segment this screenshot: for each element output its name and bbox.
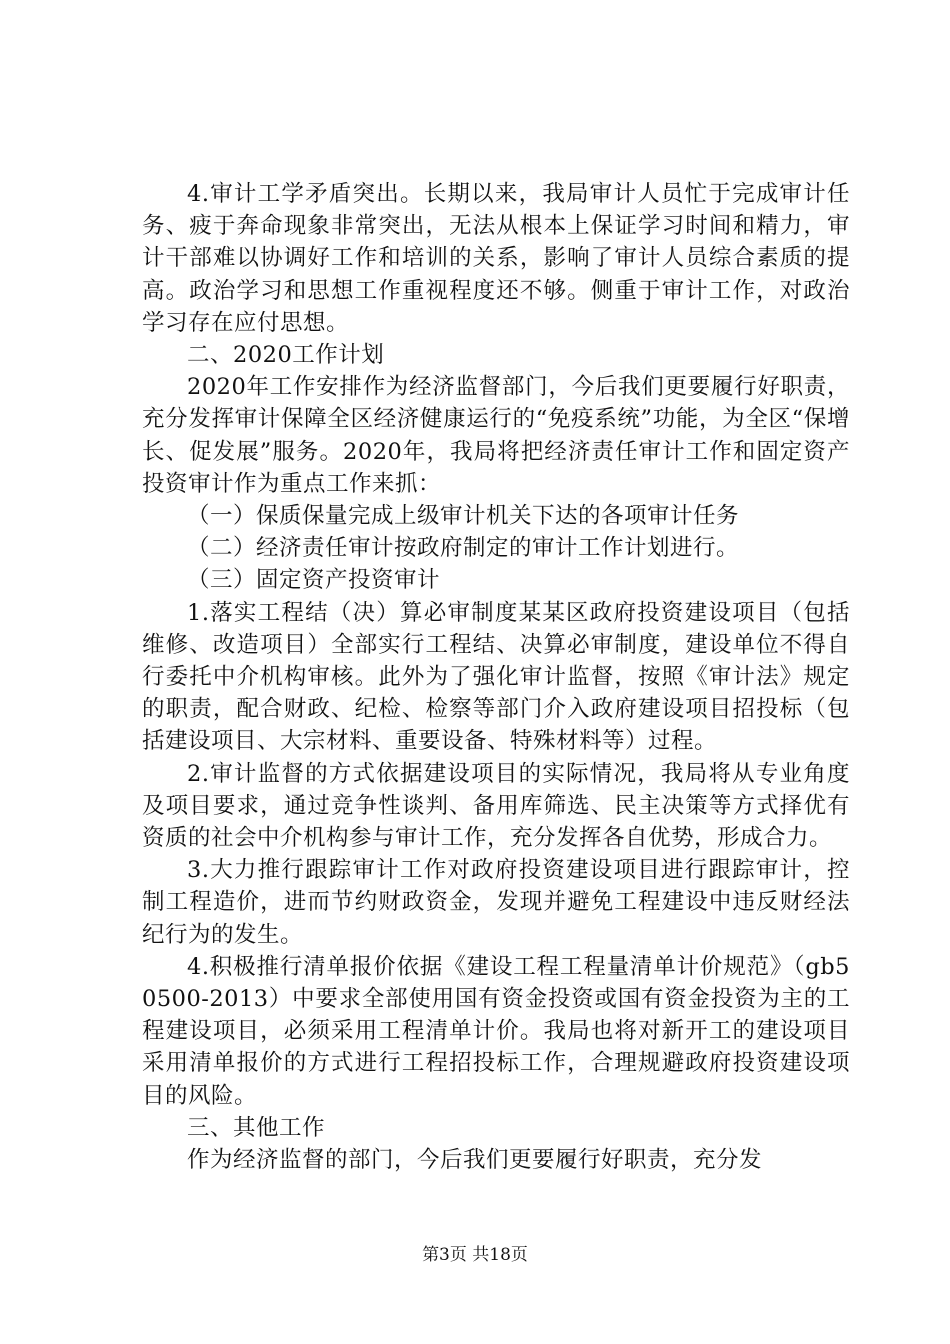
list-item-task-2: （二）经济责任审计按政府制定的审计工作计划进行。 (187, 535, 740, 562)
paragraph-audit-method: 2.审计监督的方式依据建设项目的实际情况，我局将从专业角度及项目要求，通过竞争性谈判、备用库筛选、民主决策等方式择优有资质的社会中介机构参与审计工作，充分发挥各自优势，形成合力。 (142, 760, 850, 852)
section-heading-2020-plan: 二、2020工作计划 (187, 342, 385, 369)
list-item-task-1: （一）保质保量完成上级审计机关下达的各项审计任务 (187, 503, 740, 530)
paragraph-bill-quotation: 4.积极推行清单报价依据《建设工程工程量清单计价规范》（gb50500-2013）中要求全部使用国有资金投资或国有资金投资为主的工程建设项目，必须采用工程清单计价。我局也将对新开工的建设项目采用清单报价的方式进行工程招投标工作，合理规避政府投资建设项目的风险。 (142, 953, 850, 1109)
page-number-footer: 第3页 共18页 (422, 1245, 528, 1265)
paragraph-2020-arrangement: 2020年工作安排作为经济监督部门，今后我们更要履行好职责，充分发挥审计保障全区经济健康运行的“免疫系统”功能，为全区“保增长、促发展”服务。2020年，我局将把经济责任审计工作和固定资产投资审计作为重点工作来抓： (142, 374, 850, 497)
section-heading-other-work: 三、其他工作 (187, 1114, 326, 1141)
list-item-task-3: （三）固定资产投资审计 (187, 567, 441, 594)
paragraph-other-work: 作为经济监督的部门，今后我们更要履行好职责，充分发 (187, 1147, 763, 1174)
paragraph-settlement-audit: 1.落实工程结（决）算必审制度某某区政府投资建设项目（包括维修、改造项目）全部实行工程结、决算必审制度，建设单位不得自行委托中介机构审核。此外为了强化审计监督，按照《审计法》规定的职责，配合财政、纪检、检察等部门介入政府建设项目招投标（包括建设项目、大宗材料、重要设备、特殊材料等）过程。 (142, 599, 850, 755)
paragraph-tracking-audit: 3.大力推行跟踪审计工作对政府投资建设项目进行跟踪审计，控制工程造价，进而节约财政资金，发现并避免工程建设中违反财经法纪行为的发生。 (142, 857, 850, 948)
paragraph-study-conflict: 4.审计工学矛盾突出。长期以来，我局审计人员忙于完成审计任务、疲于奔命现象非常突出，无法从根本上保证学习时间和精力，审计干部难以协调好工作和培训的关系，影响了审计人员综合素质的提高。政治学习和思想工作重视程度还不够。侧重于审计工作，对政治学习存在应付思想。 (142, 181, 850, 336)
document-body (142, 178, 850, 1176)
